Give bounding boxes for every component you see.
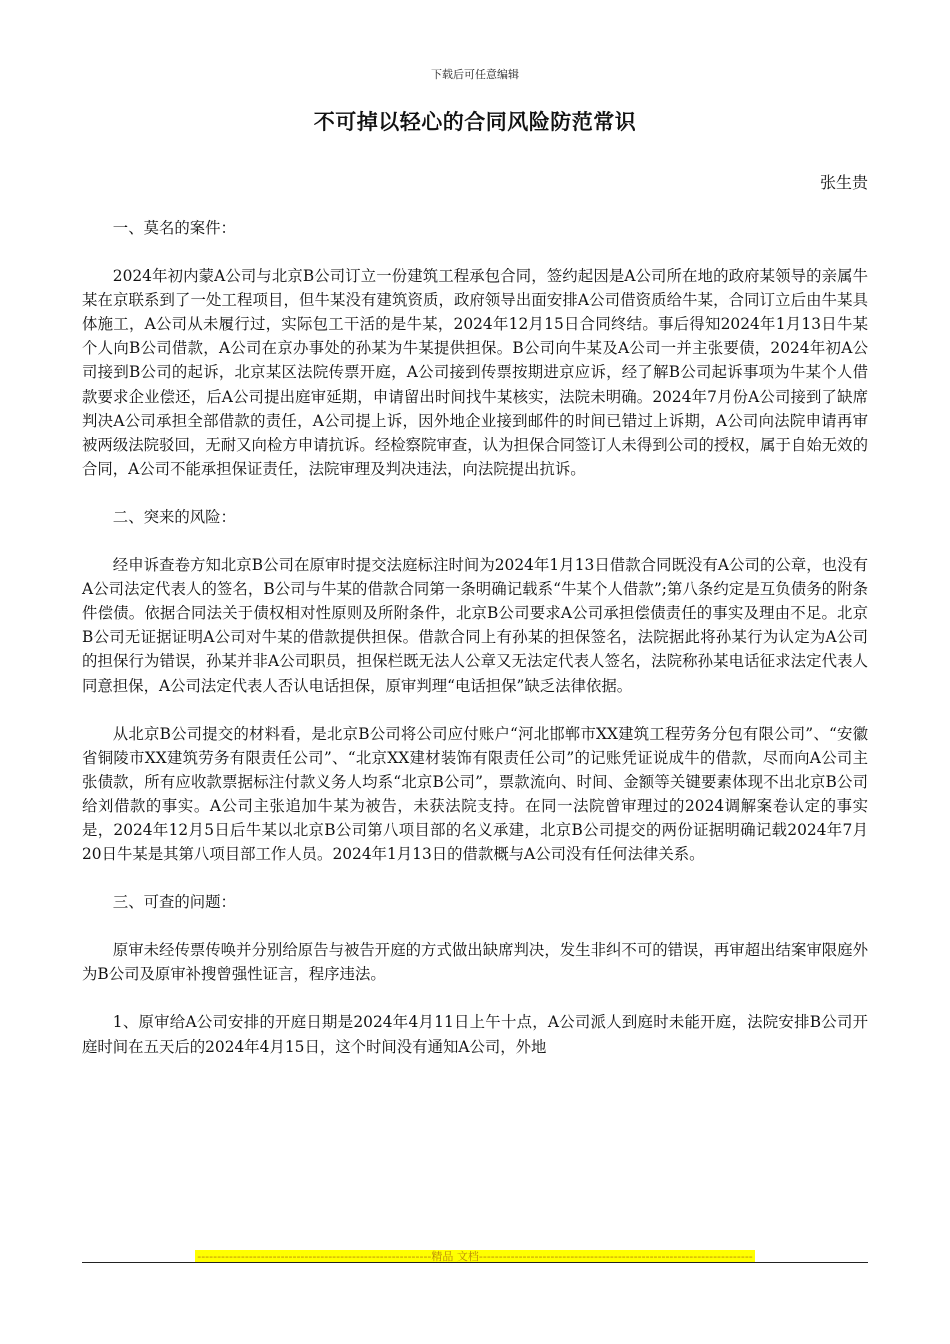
paragraph: 1、原审给A公司安排的开庭日期是2024年4月11日上午十点，A公司派人到庭时未能开庭，法院安排B公司开庭时间在五天后的2024年4月15日，这个时间没有通知A公司，外地 [82, 1013, 868, 1056]
paragraph: 从北京B公司提交的材料看，是北京B公司将公司应付账户“河北邯郸市XX建筑工程劳务分包有限公司”、“安徽省铜陵市XX建筑劳务有限责任公司”、“北京XX建材装饰有限责任公司”的记账凭证说成牛的借款，尽而向A公司主张债款，所有应收款票据标注付款义务人均系“北京B公司”，票款流向、时间、金额等关键要素体现不出北京B公司给刘借款的事实。A公司主张追加牛某为被告，未获法院支持。在同一法院曾审理过的2024调解案卷认定的事实是，2024年12月5日后牛某以北京B公司第八项目部的名义承建，北京B公司提交的两份证据明确记载2024年7月20日牛某是其第八项目部工作人员。2024年1月13日的借款概与A公司没有任何法律关系。 [82, 724, 868, 864]
section-heading-2: 二、突来的风险： [112, 507, 236, 526]
section-heading-1: 一、莫名的案件： [112, 219, 236, 237]
section-heading-3: 三、可查的问题： [112, 893, 236, 912]
footer-divider [82, 1262, 868, 1263]
document-body [82, 216, 868, 1083]
author-name: 张生贵 [819, 173, 868, 192]
paragraph: 2024年初内蒙A公司与北京B公司订立一份建筑工程承包合同，签约起因是A公司所在地的政府某领导的亲属牛某在京联系到了一处工程项目，但牛某没有建筑资质，政府领导出面安排A公司借资质给牛某，合同订立后由牛某具体施工，A公司从未履行过，实际包工干活的是牛某，2024年12月15日合同终结。事后得知2024年1月13日牛某个人向B公司借款，A公司在京办事处的孙某为牛某提供担保。B公司向牛某及A公司一并主张要债，2024年初A公司接到B公司的起诉，北京某区法院传票开庭，A公司接到传票按期进京应诉，经了解B公司起诉事项为牛某个人借款要求企业偿还，后A公司提出庭审延期，申请留出时间找牛某核实，法院未明确。2024年7月份A公司接到了缺席判决A公司承担全部借款的责任，A公司提上诉，因外地企业接到邮件的时间已错过上诉期，A公司向法院申请再审被两级法院驳回，无耐又向检方申请抗诉。经检察院审查，认为担保合同签订人未得到公司的授权，属于自始无效的合同，A公司不能承担保证责任，法院审理及判决违法，向法院提出抗诉。 [82, 267, 868, 478]
page-title: 不可掉以轻心的合同风险防范常识 [313, 109, 637, 134]
paragraph: 原审未经传票传唤并分别给原告与被告开庭的方式做出缺席判决，发生非纠不可的错误，再审超出结案审限庭外为B公司及原审补搜曾强性证言，程序违法。 [82, 941, 868, 984]
paragraph: 经申诉查卷方知北京B公司在原审时提交法庭标注时间为2024年1月13日借款合同既没有A公司的公章，也没有A公司法定代表人的签名，B公司与牛某的借款合同第一条明确记载系“牛某个人借款”;第八条约定是互负债务的附条件偿债。依据合同法关于债权相对性原则及所附条件，北京B公司要求A公司承担偿债责任的事实及理由不足。北京B公司无证据证明A公司对牛某的借款提供担保。借款合同上有孙某的担保签名，法院据此将孙某行为认定为A公司的担保行为错误，孙某并非A公司职员，担保栏既无法人公章又无法定代表人签名，法院称孙某电话征求法定代表人同意担保，A公司法定代表人否认电话担保，原审判理“电话担保”缺乏法律依据。 [82, 556, 868, 695]
header-note: 下载后可任意编辑 [431, 68, 519, 81]
footer-banner-text: -----------------------------------------------------------精品 文档--------------------------------------------------------------------- [197, 1250, 753, 1263]
